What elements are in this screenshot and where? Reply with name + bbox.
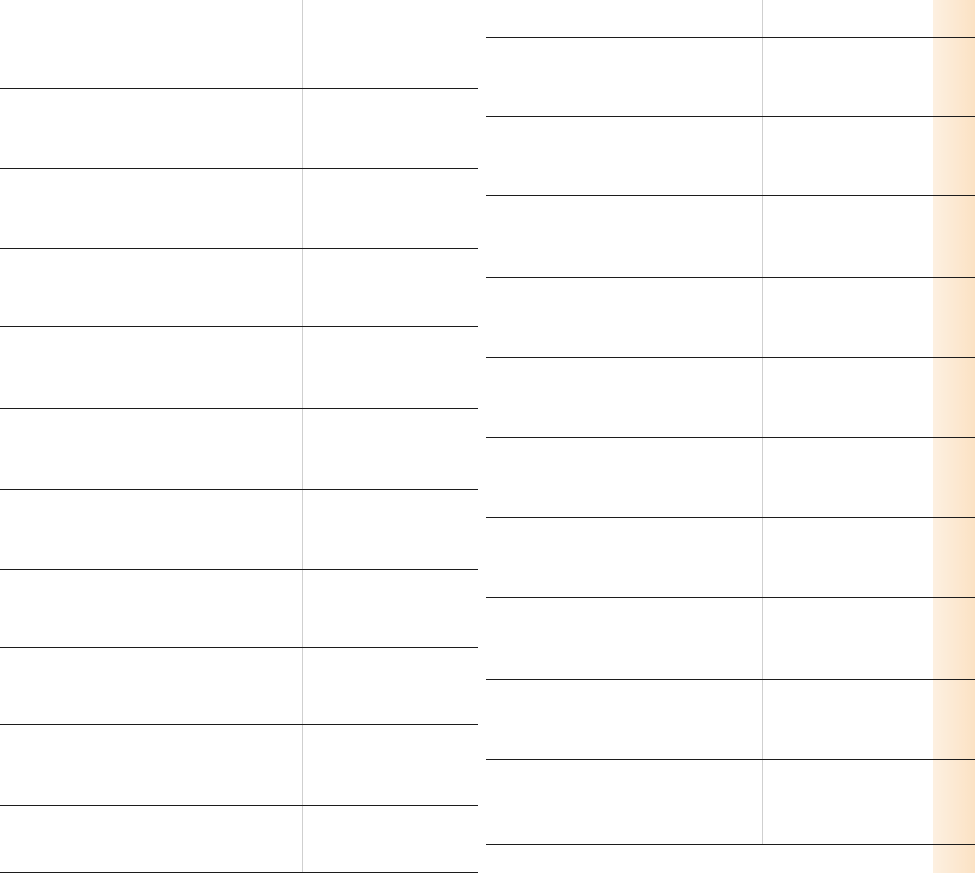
- table-row: [486, 518, 975, 598]
- table-row: [0, 0, 478, 89]
- person-title: [4, 648, 303, 724]
- person-title: [490, 598, 763, 679]
- person-name: [762, 680, 933, 759]
- row-number: [933, 438, 975, 517]
- person-name: [302, 327, 438, 408]
- row-number: [933, 760, 975, 844]
- person-title: [4, 490, 303, 569]
- person-title: [4, 0, 303, 88]
- person-name: [762, 38, 933, 116]
- row-number: [438, 327, 478, 408]
- row-number: [933, 0, 975, 37]
- person-name: [762, 598, 933, 679]
- person-name: [302, 570, 438, 647]
- table-row: [0, 806, 478, 873]
- person-name: [762, 438, 933, 517]
- left-table-panel: [0, 0, 478, 873]
- person-title: [4, 570, 303, 647]
- table-row: [0, 89, 478, 169]
- table-row: [486, 760, 975, 845]
- row-number: [438, 725, 478, 805]
- person-title: [4, 409, 303, 489]
- person-name: [302, 725, 438, 805]
- person-title: [4, 327, 303, 408]
- person-title: [490, 38, 763, 116]
- person-name: [302, 490, 438, 569]
- right-table-panel: [486, 0, 975, 873]
- person-title: [490, 358, 763, 437]
- person-name: [302, 249, 438, 326]
- row-number: [438, 490, 478, 569]
- table-row: [486, 278, 975, 358]
- row-number: [438, 570, 478, 647]
- table-row: [0, 327, 478, 409]
- row-number: [933, 518, 975, 597]
- table-row: [0, 570, 478, 648]
- table-row: [0, 409, 478, 490]
- person-name: [302, 806, 438, 872]
- person-title: [490, 438, 763, 517]
- person-title: [490, 760, 763, 844]
- table-row: [0, 490, 478, 570]
- person-name: [302, 89, 438, 168]
- person-title: [490, 196, 763, 277]
- table-row: [0, 725, 478, 806]
- row-number: [438, 409, 478, 489]
- table-row: [486, 358, 975, 438]
- person-name: [302, 409, 438, 489]
- person-title: [4, 89, 303, 168]
- row-number: [438, 0, 478, 88]
- table-row: [0, 169, 478, 249]
- person-title: [490, 0, 763, 37]
- row-number: [438, 169, 478, 248]
- person-title: [4, 806, 303, 872]
- person-title: [490, 278, 763, 357]
- person-name: [762, 117, 933, 195]
- row-number: [933, 196, 975, 277]
- table-row: [486, 0, 975, 38]
- person-name: [302, 169, 438, 248]
- table-row: [486, 598, 975, 680]
- row-number: [933, 598, 975, 679]
- person-name: [762, 518, 933, 597]
- person-title: [490, 518, 763, 597]
- person-title: [4, 249, 303, 326]
- row-number: [933, 117, 975, 195]
- table-row: [486, 680, 975, 760]
- table-row: [486, 117, 975, 196]
- person-title: [4, 169, 303, 248]
- person-name: [762, 358, 933, 437]
- person-name: [762, 0, 933, 37]
- person-name: [762, 278, 933, 357]
- row-number: [438, 249, 478, 326]
- table-row: [486, 196, 975, 278]
- table-row: [486, 438, 975, 518]
- row-number: [933, 38, 975, 116]
- table-row: [0, 648, 478, 725]
- person-title: [490, 117, 763, 195]
- table-row: [0, 249, 478, 327]
- table-row: [486, 38, 975, 117]
- row-number: [438, 806, 478, 872]
- person-name: [302, 0, 438, 88]
- person-title: [4, 725, 303, 805]
- person-title: [490, 680, 763, 759]
- row-number: [933, 278, 975, 357]
- row-number: [933, 680, 975, 759]
- row-number: [438, 648, 478, 724]
- person-name: [762, 196, 933, 277]
- person-name: [762, 760, 933, 844]
- row-number: [933, 358, 975, 437]
- person-name: [302, 648, 438, 724]
- row-number: [438, 89, 478, 168]
